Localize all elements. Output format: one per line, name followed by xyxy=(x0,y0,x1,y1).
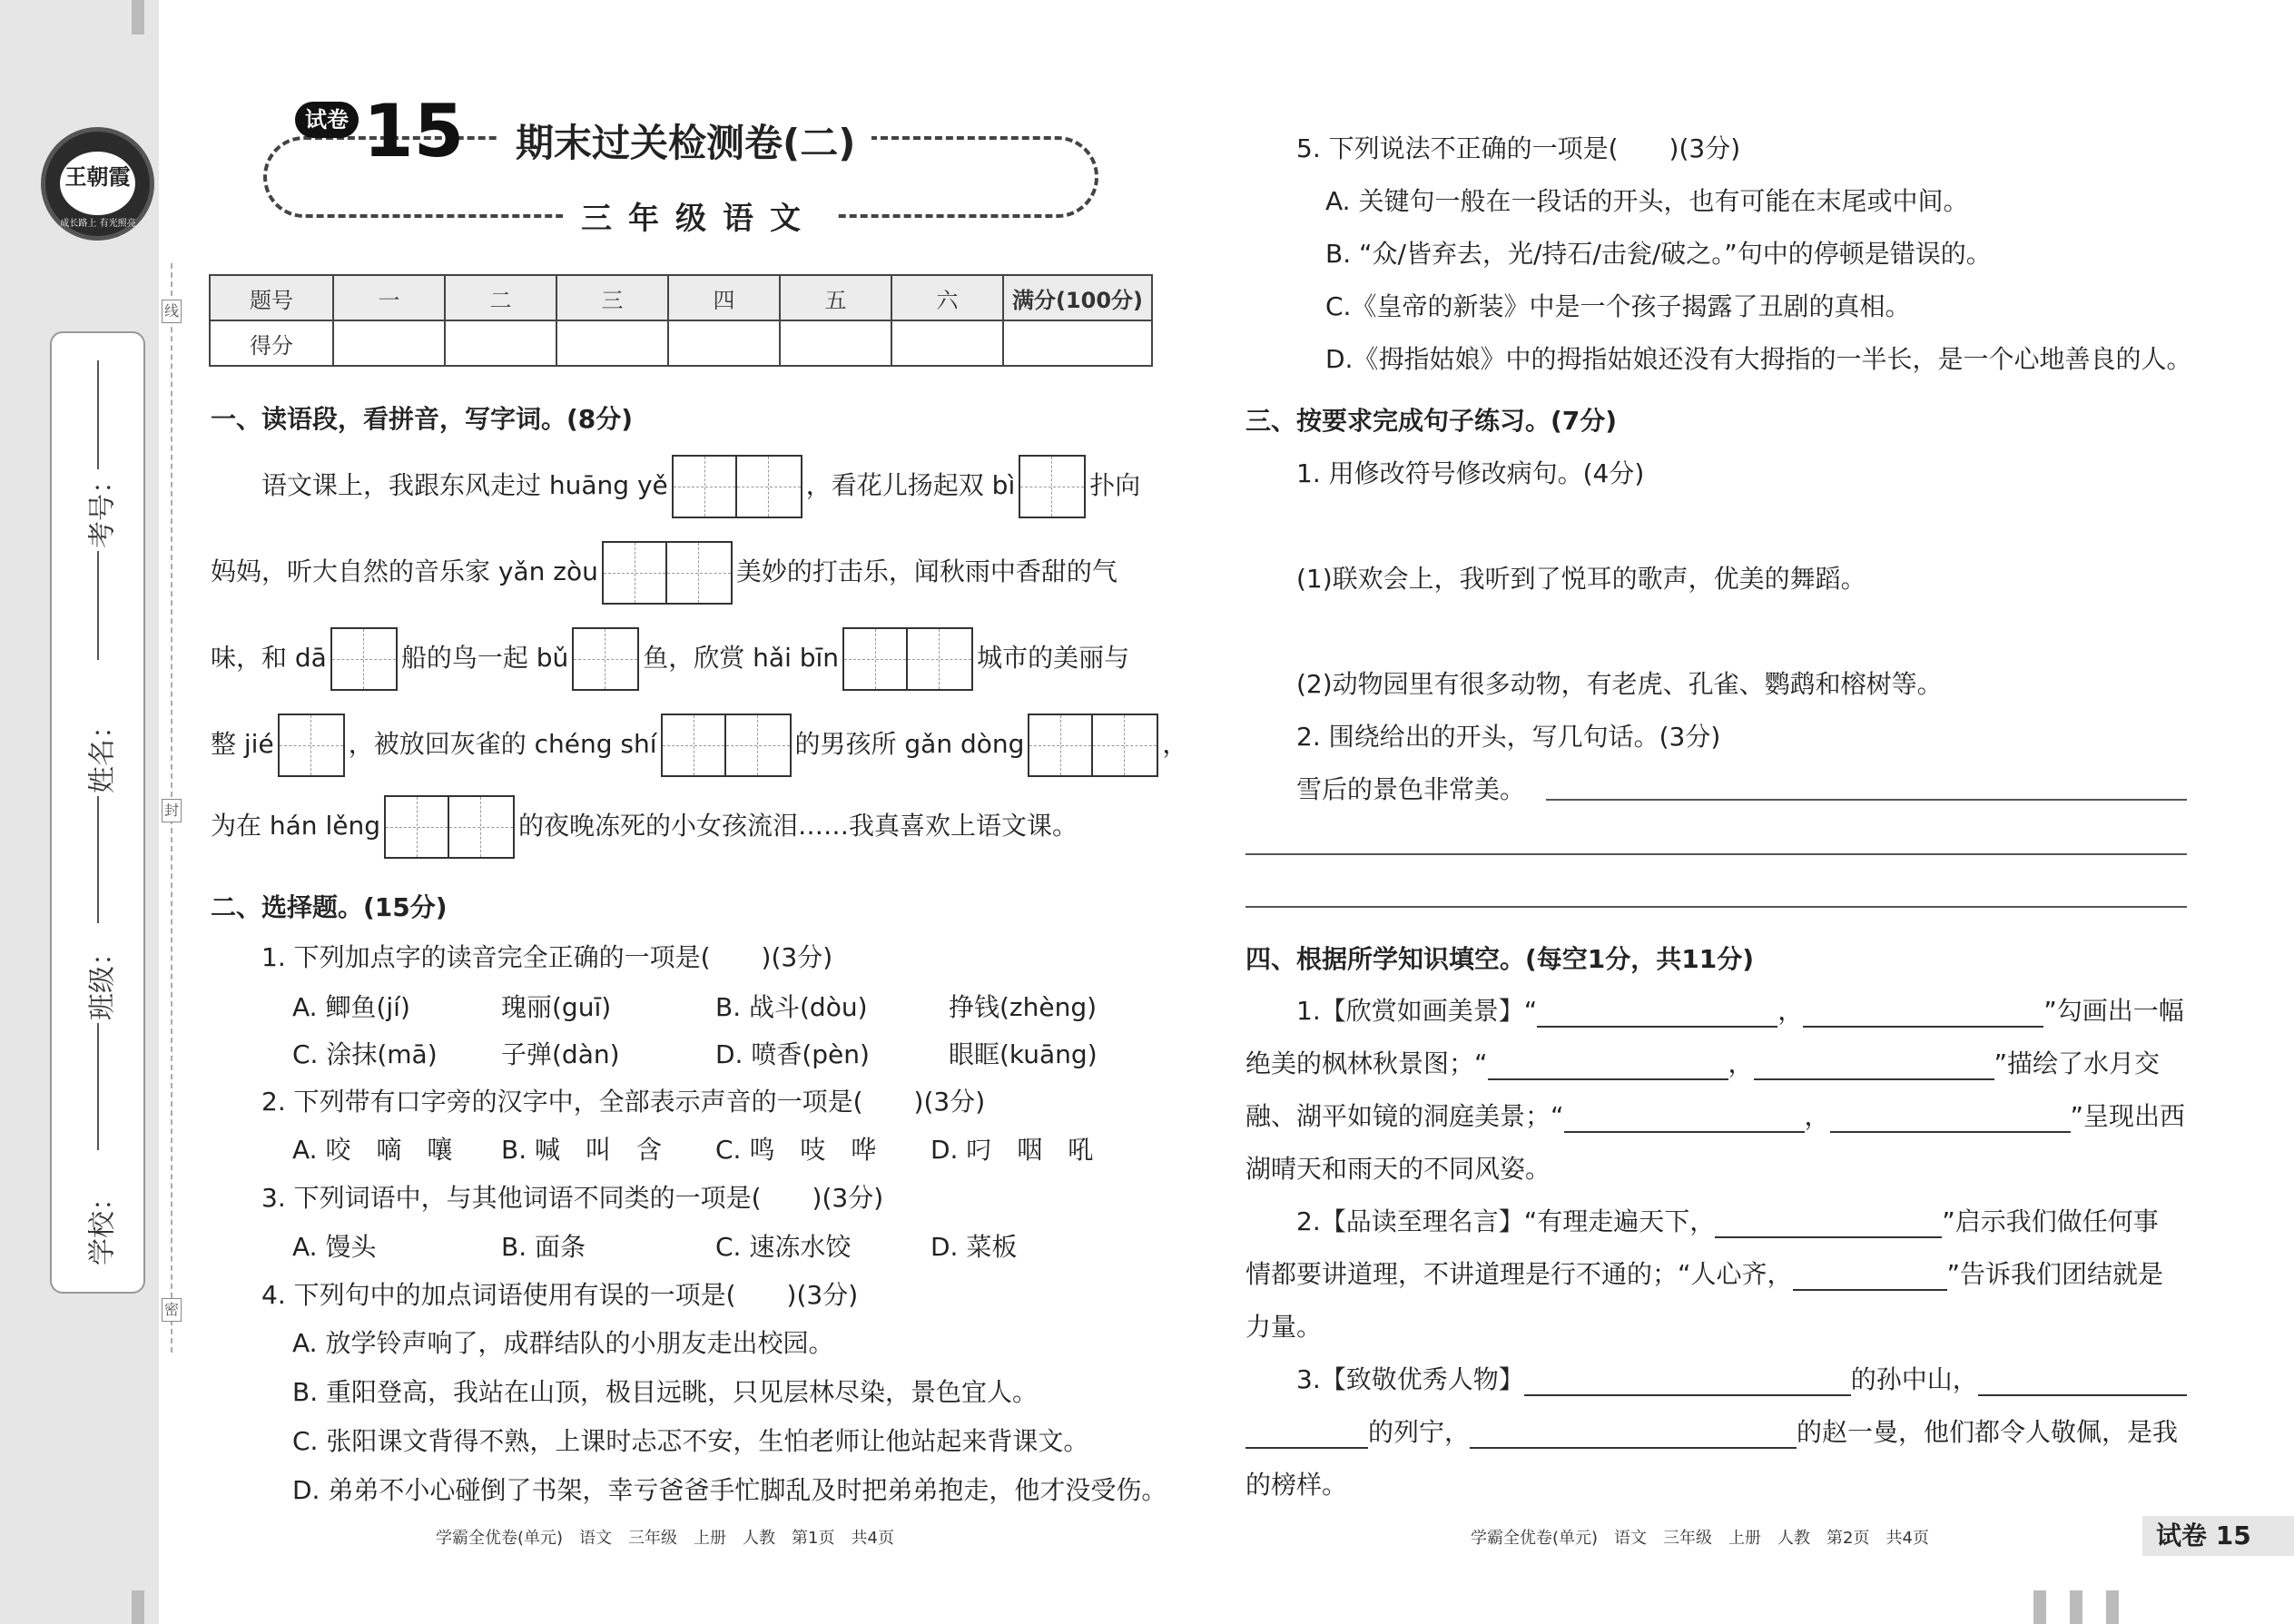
passage-text: 扑向 xyxy=(1089,470,1141,500)
fill-line-9 xyxy=(1245,1412,2178,1449)
section-2-title: 二、选择题。(15分) xyxy=(211,892,448,922)
option-q5-a[interactable]: A. 关键句一般在一段话的开头，也有可能在末尾或中间。 xyxy=(1325,186,1969,216)
fill-line-8 xyxy=(1296,1360,2187,1396)
fill-text: 1.【欣赏如画美景】“ xyxy=(1296,996,1538,1026)
passage-text: ， xyxy=(1162,729,1188,759)
footer-right: 学霸全优卷(单元) 语文 三年级 上册 人教 第2页 共4页 xyxy=(1471,1529,1929,1548)
writing-prompt: 雪后的景色非常美。 xyxy=(1296,774,1526,804)
fill-text: 的列宁， xyxy=(1368,1417,1471,1447)
footer-left: 学霸全优卷(单元) 语文 三年级 上册 人教 第1页 共4页 xyxy=(436,1529,894,1548)
score-input[interactable] xyxy=(333,320,445,366)
answer-line[interactable] xyxy=(1245,853,2187,855)
answer-line[interactable] xyxy=(1546,799,2187,801)
fill-text: 的孙中山， xyxy=(1850,1364,1978,1394)
school-label: 学校： xyxy=(86,1184,119,1265)
fill-text: 的赵一曼，他们都令人敬佩，是我 xyxy=(1797,1417,2179,1447)
table-cell: 四 xyxy=(668,275,780,320)
option-q1-d[interactable]: D. 喷香(pèn) xyxy=(715,1039,870,1069)
fill-line-2 xyxy=(1245,1044,2160,1080)
option-q2-a[interactable]: A. 咬 嘀 嚷 xyxy=(292,1135,453,1165)
fill-line-5 xyxy=(1296,1202,2159,1238)
writing-grid[interactable] xyxy=(602,541,733,605)
passage-text: 妈妈，听大自然的音乐家 yǎn zòu xyxy=(211,556,598,586)
table-cell: 五 xyxy=(780,275,891,320)
table-row xyxy=(210,275,1152,320)
question-3-1: 1. 用修改符号修改病句。(4分) xyxy=(1296,458,1645,488)
question-2-1: 1. 下列加点字的读音完全正确的一项是( )(3分) xyxy=(261,942,833,972)
question-3-2: 2. 围绕给出的开头，写几句话。(3分) xyxy=(1296,722,1721,752)
fill-blank[interactable] xyxy=(1715,1213,1942,1238)
fill-text: ”勾画出一幅 xyxy=(2043,996,2184,1026)
option-q1-c2: 子弹(dàn) xyxy=(501,1039,620,1069)
fill-blank[interactable] xyxy=(1793,1265,1947,1291)
registration-mark xyxy=(2106,1590,2119,1624)
fill-text: 融、湖平如镜的洞庭美景；“ xyxy=(1245,1101,1564,1131)
fill-line-10: 的榜样。 xyxy=(1245,1470,1348,1500)
fill-blank[interactable] xyxy=(1754,1055,1994,1080)
option-q1-b[interactable]: B. 战斗(dòu) xyxy=(715,992,868,1022)
table-cell: 满分(100分) xyxy=(1003,275,1152,320)
fill-line-7: 力量。 xyxy=(1245,1312,1323,1342)
section-4-title: 四、根据所学知识填空。(每空1分，共11分) xyxy=(1245,944,1755,974)
class-label: 班级： xyxy=(86,939,119,1020)
option-q1-b2: 挣钱(zhèng) xyxy=(949,992,1098,1022)
passage-text: 美妙的打击乐，闻秋雨中香甜的气 xyxy=(735,556,1117,586)
passage-text: 味，和 dā xyxy=(211,643,327,673)
fill-line-6 xyxy=(1245,1255,2163,1291)
passage-line-4 xyxy=(211,708,1187,781)
fill-text: ， xyxy=(1777,996,1804,1026)
fill-text: ， xyxy=(1728,1048,1754,1078)
subject-title: 三年级语文 xyxy=(563,193,835,238)
option-q3-a[interactable]: A. 馒头 xyxy=(292,1232,377,1262)
exam-id-label: 考号： xyxy=(86,467,119,548)
option-q2-d[interactable]: D. 叼 咽 吼 xyxy=(930,1135,1094,1165)
fill-blank[interactable] xyxy=(1488,1055,1728,1080)
seal-label-fold: 密 xyxy=(162,1298,182,1322)
page-tag: 试卷 15 xyxy=(2142,1516,2294,1556)
passage-text: 城市的美丽与 xyxy=(977,643,1130,673)
option-q4-a[interactable]: A. 放学铃声响了，成群结队的小朋友走出校园。 xyxy=(292,1328,834,1358)
writing-grid[interactable] xyxy=(278,714,345,777)
option-q1-c[interactable]: C. 涂抹(mā) xyxy=(292,1039,438,1069)
score-input[interactable] xyxy=(668,320,780,366)
fill-text: ， xyxy=(1804,1101,1830,1131)
writing-grid[interactable] xyxy=(330,627,398,691)
option-q3-d[interactable]: D. 菜板 xyxy=(930,1232,1018,1262)
logo-name: 王朝霞 xyxy=(60,152,135,215)
writing-grid[interactable] xyxy=(572,627,639,691)
logo-slogan: 成长路上 有光照亮 xyxy=(60,219,136,229)
registration-mark xyxy=(2070,1590,2082,1624)
table-cell: 二 xyxy=(445,275,556,320)
option-q5-c[interactable]: C.《皇帝的新装》中是一个孩子揭露了丑剧的真相。 xyxy=(1325,291,1911,321)
writing-grid[interactable] xyxy=(842,627,973,691)
passage-line-3 xyxy=(211,622,1129,694)
table-row xyxy=(210,320,1152,366)
score-input[interactable] xyxy=(780,320,891,366)
exam-number: 15 xyxy=(363,89,465,173)
fill-text: 3.【致敬优秀人物】 xyxy=(1296,1364,1524,1394)
writing-grid[interactable] xyxy=(661,714,792,777)
score-input[interactable] xyxy=(556,320,668,366)
seal-label-line: 线 xyxy=(162,300,182,323)
passage-text: 船的鸟一起 bǔ xyxy=(400,643,569,673)
score-input[interactable] xyxy=(1003,320,1152,366)
option-q5-d[interactable]: D.《拇指姑娘》中的拇指姑娘还没有大拇指的一半长，是一个心地善良的人。 xyxy=(1325,344,2192,374)
passage-text: 为在 hán lěng xyxy=(211,811,380,841)
registration-mark xyxy=(132,0,144,34)
fill-text: 2.【品读至理名言】“有理走遍天下， xyxy=(1296,1206,1716,1236)
option-q1-a[interactable]: A. 鲫鱼(jí) xyxy=(292,992,410,1022)
fill-text: 绝美的枫林秋景图；“ xyxy=(1245,1048,1488,1078)
option-q3-c[interactable]: C. 速冻水饺 xyxy=(715,1232,852,1262)
passage-line-2 xyxy=(211,536,1117,608)
fill-blank[interactable] xyxy=(1830,1107,2071,1133)
fill-blank[interactable] xyxy=(1978,1371,2187,1396)
option-q3-b[interactable]: B. 面条 xyxy=(501,1232,586,1262)
writing-grid[interactable] xyxy=(1019,455,1086,518)
exam-id-field[interactable] xyxy=(97,551,99,660)
passage-line-1 xyxy=(261,449,1140,522)
publisher-logo xyxy=(41,127,154,241)
answer-line[interactable] xyxy=(1245,906,2187,908)
passage-text: 语文课上，我跟东风走过 huāng yě xyxy=(261,470,668,500)
score-table xyxy=(209,274,1153,367)
question-2-5: 5. 下列说法不正确的一项是( )(3分) xyxy=(1296,133,1741,163)
option-q1-a2: 瑰丽(guī) xyxy=(501,992,612,1022)
writing-grid[interactable] xyxy=(672,455,802,518)
fill-blank[interactable] xyxy=(1803,1002,2043,1028)
writing-grid[interactable] xyxy=(384,795,515,859)
question-2-2: 2. 下列带有口字旁的汉字中，全部表示声音的一项是( )(3分) xyxy=(261,1087,986,1117)
fill-blank[interactable] xyxy=(1524,1371,1851,1396)
passage-text: ，看花儿扬起双 bì xyxy=(805,470,1016,500)
question-2-4: 4. 下列句中的加点词语使用有误的一项是( )(3分) xyxy=(261,1280,859,1310)
name-label: 姓名： xyxy=(86,712,119,793)
fill-text: ”告诉我们团结就是 xyxy=(1946,1259,2164,1289)
fill-blank[interactable] xyxy=(1245,1423,1368,1449)
passage-text: 的男孩所 gǎn dòng xyxy=(794,729,1025,759)
class-field[interactable] xyxy=(97,1023,99,1150)
sentence-1: (1)联欢会上，我听到了悦耳的歌声，优美的舞蹈。 xyxy=(1296,564,1866,594)
passage-text: 整 jié xyxy=(211,729,274,759)
table-cell: 六 xyxy=(891,275,1003,320)
fill-text: ”启示我们做任何事 xyxy=(1942,1206,2159,1236)
writing-grid[interactable] xyxy=(1028,714,1158,777)
table-cell: 题号 xyxy=(210,275,333,320)
fill-line-1 xyxy=(1296,991,2184,1028)
section-3-title: 三、按要求完成句子练习。(7分) xyxy=(1245,406,1618,436)
table-cell: 得分 xyxy=(210,320,333,366)
fill-line-4: 湖晴天和雨天的不同风姿。 xyxy=(1245,1154,1551,1184)
section-1-title: 一、读语段，看拼音，写字词。(8分) xyxy=(211,404,634,434)
passage-text: 鱼，欣赏 hǎi bīn xyxy=(643,643,840,673)
registration-mark xyxy=(132,1590,144,1624)
fill-blank[interactable] xyxy=(1564,1107,1805,1133)
passage-text: 的夜晚冻死的小女孩流泪……我真喜欢上语文课。 xyxy=(517,811,1078,841)
option-q2-c[interactable]: C. 鸣 吱 哗 xyxy=(715,1135,877,1165)
passage-text: ，被放回灰雀的 chéng shí xyxy=(348,729,657,759)
table-cell: 一 xyxy=(333,275,445,320)
sentence-2: (2)动物园里有很多动物，有老虎、孔雀、鹦鹉和榕树等。 xyxy=(1296,669,1943,699)
passage-line-5 xyxy=(211,790,1078,862)
score-input[interactable] xyxy=(445,320,556,366)
fill-text: ”描绘了水月交 xyxy=(1994,1048,2161,1078)
registration-mark xyxy=(2033,1590,2046,1624)
option-q4-d[interactable]: D. 弟弟不小心碰倒了书架，幸亏爸爸手忙脚乱及时把弟弟抱走，他才没受伤。 xyxy=(292,1475,1167,1505)
fill-blank[interactable] xyxy=(1470,1423,1797,1449)
option-q5-b[interactable]: B. “众/皆弃去，光/持石/击瓮/破之。”句中的停顿是错误的。 xyxy=(1325,239,1992,269)
fill-text: 情都要讲道理，不讲道理是行不通的；“人心齐， xyxy=(1245,1259,1793,1289)
question-2-3: 3. 下列词语中，与其他词语不同类的一项是( )(3分) xyxy=(261,1183,884,1213)
fill-line-3 xyxy=(1245,1097,2185,1133)
seal-label-seal: 封 xyxy=(162,799,182,822)
page-title: 期末过关检测卷(二) xyxy=(499,113,871,168)
fill-text: ”呈现出西 xyxy=(2070,1101,2186,1131)
score-input[interactable] xyxy=(891,320,1003,366)
option-q4-b[interactable]: B. 重阳登高，我站在山顶，极目远眺，只见层林尽染，景色宜人。 xyxy=(292,1377,1039,1407)
name-field[interactable] xyxy=(97,796,99,923)
option-q1-d2: 眼眶(kuāng) xyxy=(949,1039,1098,1069)
fill-blank[interactable] xyxy=(1537,1002,1777,1028)
student-info-card xyxy=(50,331,145,1294)
exam-badge: 试卷 xyxy=(295,102,359,138)
option-q4-c[interactable]: C. 张阳课文背得不熟，上课时忐忑不安，生怕老师让他站起来背课文。 xyxy=(292,1426,1089,1456)
table-cell: 三 xyxy=(556,275,668,320)
option-q2-b[interactable]: B. 喊 叫 含 xyxy=(501,1135,663,1165)
